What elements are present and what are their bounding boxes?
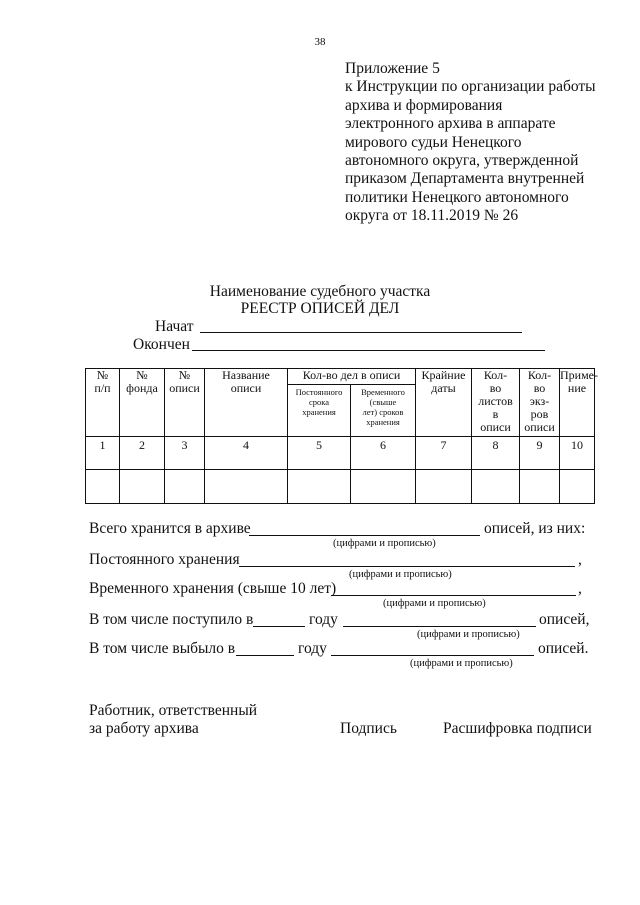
received-year-label: году — [309, 611, 338, 628]
column-number: 4 — [205, 437, 288, 470]
disposed-count-field[interactable] — [331, 655, 534, 656]
total-caption: (цифрами и прописью) — [333, 538, 436, 549]
column-number: 8 — [472, 437, 520, 470]
column-number: 5 — [288, 437, 351, 470]
appendix-line: к Инструкции по организации работы — [345, 78, 596, 96]
appendix-line: архива и формирования — [345, 96, 503, 114]
total-suffix: описей, из них: — [484, 520, 586, 537]
table-cell[interactable] — [120, 470, 165, 504]
col-header-permanent: Постоянного срока хранения — [288, 385, 351, 437]
col-header-dates: Крайние даты — [416, 369, 472, 437]
column-number: 10 — [560, 437, 595, 470]
appendix-line: округа от 18.11.2019 № 26 — [345, 207, 519, 225]
table-cell[interactable] — [165, 470, 205, 504]
temporary-caption: (цифрами и прописью) — [383, 598, 486, 609]
temporary-label: Временного хранения (свыше 10 лет) — [89, 580, 337, 597]
court-district-title: Наименование судебного участка — [209, 283, 431, 300]
appendix-line: политики Ненецкого автономного — [345, 188, 569, 206]
permanent-field[interactable] — [239, 566, 575, 567]
col-header-cases-count: Кол-во дел в описи — [288, 369, 416, 385]
col-header-sheets: Кол- во листов в описи — [472, 369, 520, 437]
permanent-comma: , — [578, 551, 582, 568]
col-header-copies: Кол- во экз- ров описи — [520, 369, 560, 437]
permanent-caption: (цифрами и прописью) — [349, 569, 452, 580]
page-number: 38 — [314, 36, 326, 48]
worker-title-line2: за работу архива — [89, 720, 199, 737]
column-number: 2 — [120, 437, 165, 470]
table-cell[interactable] — [205, 470, 288, 504]
permanent-label: Постоянного хранения — [89, 551, 240, 568]
finished-field[interactable] — [192, 350, 545, 351]
table-cell[interactable] — [86, 470, 120, 504]
disposed-year-field[interactable] — [236, 655, 294, 656]
disposed-label: В том числе выбыло в — [89, 640, 236, 657]
table-cell[interactable] — [351, 470, 416, 504]
col-header-temporary: Временного (свыше лет) сроков хранения — [351, 385, 416, 437]
signature-decoding-label: Расшифровка подписи — [443, 720, 592, 737]
col-header-fund-no: № фонда — [120, 369, 165, 437]
col-header-inventory-name: Название описи — [205, 369, 288, 437]
disposed-caption: (цифрами и прописью) — [410, 658, 513, 669]
col-header-inventory-no: № описи — [165, 369, 205, 437]
table-cell[interactable] — [520, 470, 560, 504]
temporary-comma: , — [578, 580, 582, 597]
table-cell[interactable] — [472, 470, 520, 504]
signature-label: Подпись — [340, 720, 397, 737]
disposed-suffix: описей. — [538, 640, 589, 657]
disposed-year-label: году — [298, 640, 327, 657]
column-number: 9 — [520, 437, 560, 470]
column-number-row — [86, 437, 595, 470]
table-row — [86, 470, 595, 504]
table-cell[interactable] — [288, 470, 351, 504]
total-field[interactable] — [249, 535, 480, 536]
column-number: 3 — [165, 437, 205, 470]
registry-title: РЕЕСТР ОПИСЕЙ ДЕЛ — [240, 300, 400, 317]
total-label: Всего хранится в архиве — [89, 520, 251, 537]
received-count-field[interactable] — [343, 626, 536, 627]
column-number: 7 — [416, 437, 472, 470]
column-number: 6 — [351, 437, 416, 470]
appendix-line: автономного округа, утвержденной — [345, 152, 579, 170]
appendix-line: электронного архива в аппарате — [345, 115, 556, 133]
appendix-line: мирового судьи Ненецкого — [345, 133, 522, 151]
registry-table — [85, 368, 599, 504]
column-number: 1 — [86, 437, 120, 470]
appendix-line: Приложение 5 — [345, 60, 440, 77]
started-field[interactable] — [200, 332, 522, 333]
table-cell[interactable] — [416, 470, 472, 504]
col-header-note: Приме- ние — [560, 369, 595, 437]
received-caption: (цифрами и прописью) — [417, 629, 520, 640]
col-header-item-no: № п/п — [86, 369, 120, 437]
finished-label: Окончен — [133, 336, 190, 353]
temporary-field[interactable] — [331, 595, 576, 596]
received-suffix: описей, — [539, 611, 590, 628]
appendix-line: приказом Департамента внутренней — [345, 170, 585, 188]
received-year-field[interactable] — [253, 626, 305, 627]
table-cell[interactable] — [560, 470, 595, 504]
appendix-block — [345, 60, 625, 226]
received-label: В том числе поступило в — [89, 611, 254, 628]
started-label: Начат — [155, 318, 194, 335]
worker-title-line1: Работник, ответственный — [89, 702, 258, 719]
